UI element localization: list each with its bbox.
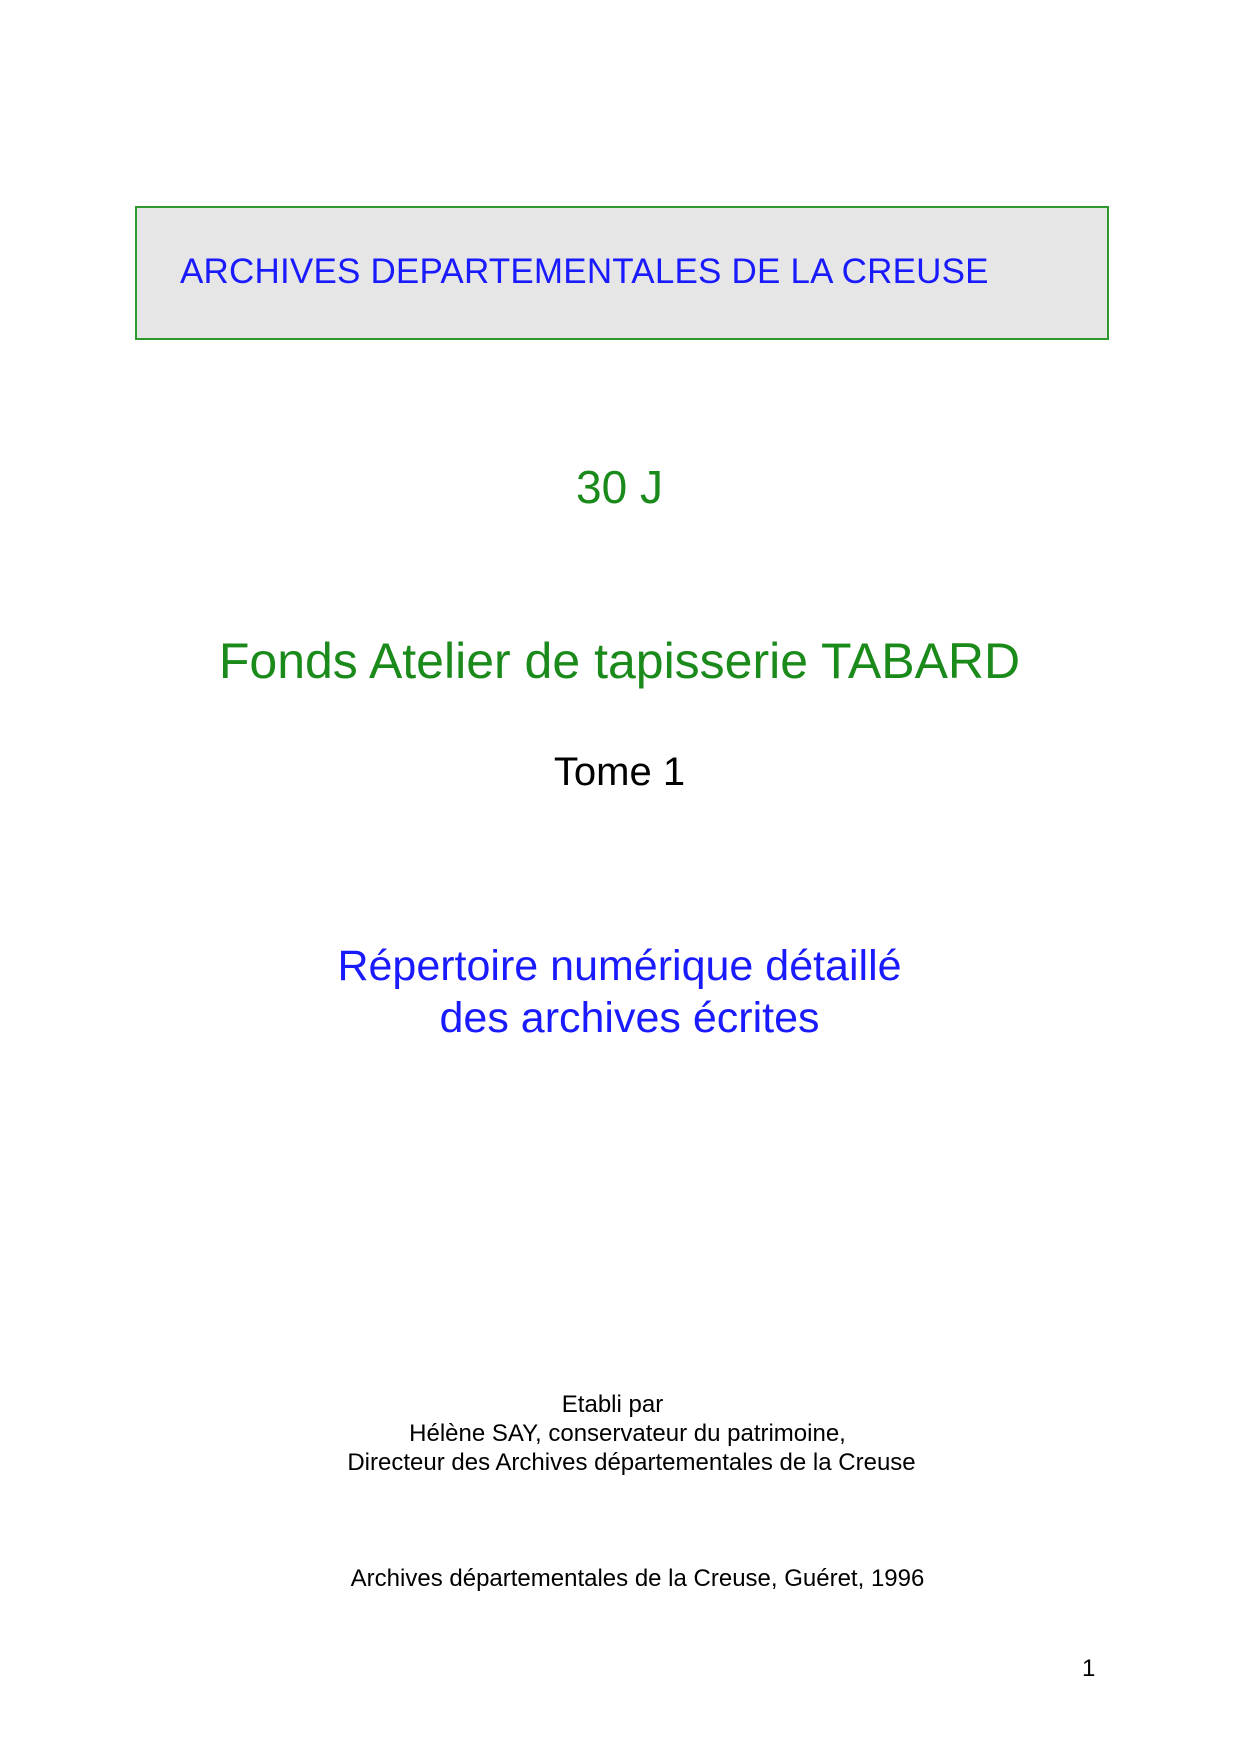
page-number: 1 xyxy=(1082,1655,1096,1682)
document-type xyxy=(0,940,1239,1044)
institution-name: ARCHIVES DEPARTEMENTALES DE LA CREUSE xyxy=(180,252,989,291)
author-line-3: Directeur des Archives départementales de la Creuse xyxy=(347,1449,916,1476)
fonds-cote xyxy=(0,460,1239,514)
institution-header-box xyxy=(135,206,1109,340)
volume-label: Tome 1 xyxy=(553,750,686,794)
document-type-line-2: des archives écrites xyxy=(439,994,820,1042)
document-type-line-1: Répertoire numérique détaillé xyxy=(337,942,902,990)
cote-label: 30 J xyxy=(576,461,663,513)
publication-line: Archives départementales de la Creuse, Guéret, 1996 xyxy=(350,1565,925,1592)
fonds-title: Fonds Atelier de tapisserie TABARD xyxy=(218,633,1021,689)
author-block xyxy=(0,1390,1239,1477)
author-line-1: Etabli par xyxy=(561,1391,664,1418)
author-line-2: Hélène SAY, conservateur du patrimoine, xyxy=(409,1420,846,1447)
